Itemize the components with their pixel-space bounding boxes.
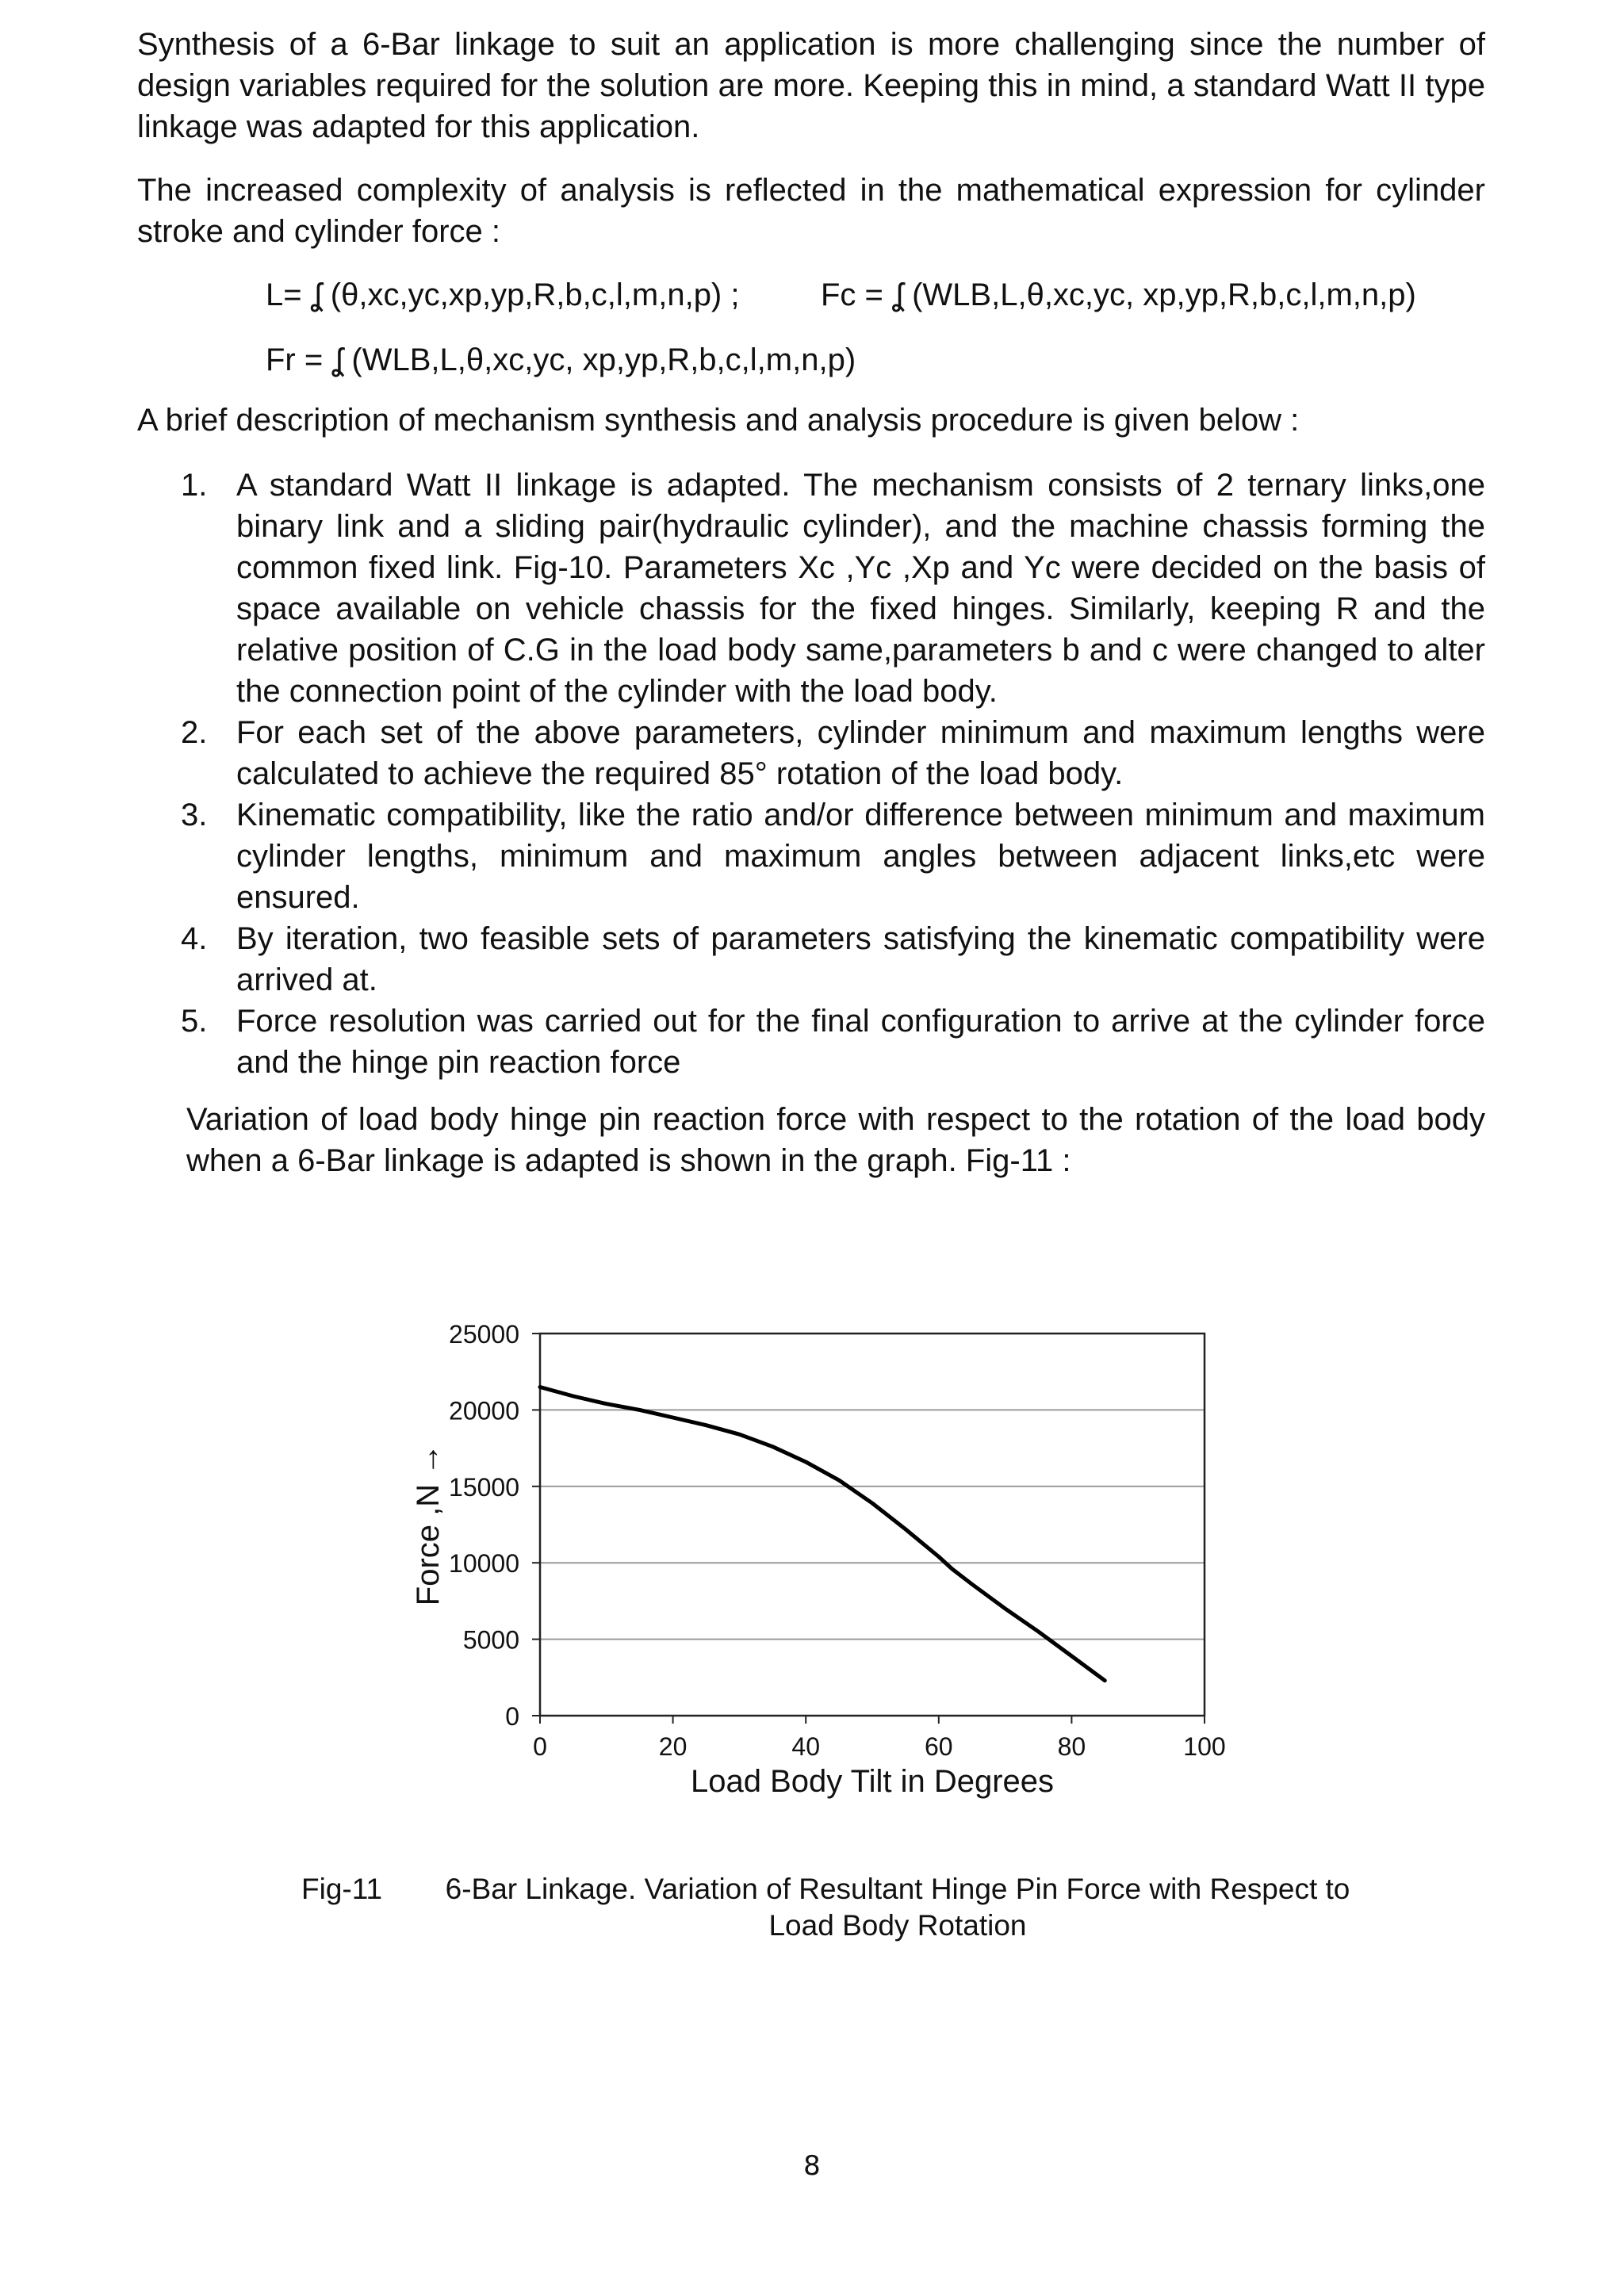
list-number: 1.	[181, 468, 208, 503]
procedure-list	[181, 465, 1485, 1083]
chart-canvas	[381, 1300, 1253, 1816]
intro-paragraph: Synthesis of a 6-Bar linkage to suit an application is more challenging since the number of design variables required for the solution are more. Keeping this in mind, a standard Watt II type linkage was adapted for this application.	[137, 27, 1485, 144]
list-item	[181, 794, 1485, 918]
x-tick-label: 100	[1183, 1732, 1226, 1761]
caption-figure-number: Fig-11	[301, 1873, 383, 1905]
plot-area-border	[540, 1334, 1205, 1716]
list-number: 2.	[181, 715, 208, 750]
x-tick-label: 20	[658, 1732, 688, 1761]
x-tick-label: 80	[1057, 1732, 1086, 1761]
list-item	[181, 1001, 1485, 1083]
list-number: 4.	[181, 921, 208, 956]
y-tick-label: 0	[505, 1702, 519, 1731]
x-axis-title: Load Body Tilt in Degrees	[690, 1764, 1055, 1799]
formula-reaction-force: Fr = ʆ (WLB,L,θ,xc,yc, xp,yp,R,b,c,l,m,n,p)	[266, 342, 856, 377]
x-tick-label: 0	[533, 1732, 547, 1761]
y-tick-label: 5000	[462, 1625, 519, 1655]
force-chart	[381, 1300, 1253, 1820]
page-number: 8	[803, 2150, 821, 2182]
list-text: For each set of the above parameters, cylinder minimum and maximum lengths were calculated to achieve the required 85° rotation of the load body.	[236, 715, 1485, 791]
x-tick-label: 40	[791, 1732, 820, 1761]
list-number: 5.	[181, 1004, 208, 1039]
y-tick-label: 20000	[449, 1396, 519, 1425]
list-number: 3.	[181, 798, 208, 832]
variation-paragraph: Variation of load body hinge pin reaction force with respect to the rotation of the load body when a 6-Bar linkage is adapted is shown in the graph. Fig-11 :	[186, 1102, 1485, 1178]
formula-cylinder-force: Fc = ʆ (WLB,L,θ,xc,yc, xp,yp,R,b,c,l,m,n,p)	[821, 277, 1416, 312]
y-axis-title: Force ,N →	[411, 1443, 446, 1606]
complexity-paragraph: The increased complexity of analysis is reflected in the mathematical expression for cylinder stroke and cylinder force :	[137, 173, 1485, 249]
list-item	[181, 712, 1485, 794]
brief-paragraph: A brief description of mechanism synthesis and analysis procedure is given below :	[137, 403, 1300, 438]
y-tick-label: 10000	[449, 1549, 519, 1578]
list-item	[181, 918, 1485, 1001]
list-text: Force resolution was carried out for the final configuration to arrive at the cylinder force and the hinge pin reaction force	[236, 1004, 1485, 1080]
formula-stroke: L= ʆ (θ,xc,yc,xp,yp,R,b,c,l,m,n,p) ;	[266, 277, 740, 312]
x-tick-label: 60	[925, 1732, 953, 1761]
y-tick-label: 25000	[449, 1320, 519, 1349]
list-text: By iteration, two feasible sets of parameters satisfying the kinematic compatibility were arrived at.	[236, 921, 1485, 997]
list-text: Kinematic compatibility, like the ratio and/or difference between minimum and maximum cylinder lengths, minimum and maximum angles between adjacent links,etc were ensured.	[236, 798, 1485, 915]
list-text: A standard Watt II linkage is adapted. The mechanism consists of 2 ternary links,one binary link and a sliding pair(hydraulic cylinder), and the machine chassis forming the common fixed link. Fig-10. Parameters Xc ,Yc ,Xp and Yc were decided on the basis of space available on vehicle chassis for the fixed hinges. Similarly, keeping R and the relative position of C.G in the load body same,parameters b and c were changed to alter the connection point of the cylinder with the load body.	[236, 468, 1485, 709]
caption-text: 6-Bar Linkage. Variation of Resultant Hinge Pin Force with Respect to Load Body Rotation	[445, 1873, 1350, 1942]
list-item	[181, 465, 1485, 712]
force-series-line	[540, 1387, 1105, 1681]
y-tick-label: 15000	[449, 1472, 519, 1502]
